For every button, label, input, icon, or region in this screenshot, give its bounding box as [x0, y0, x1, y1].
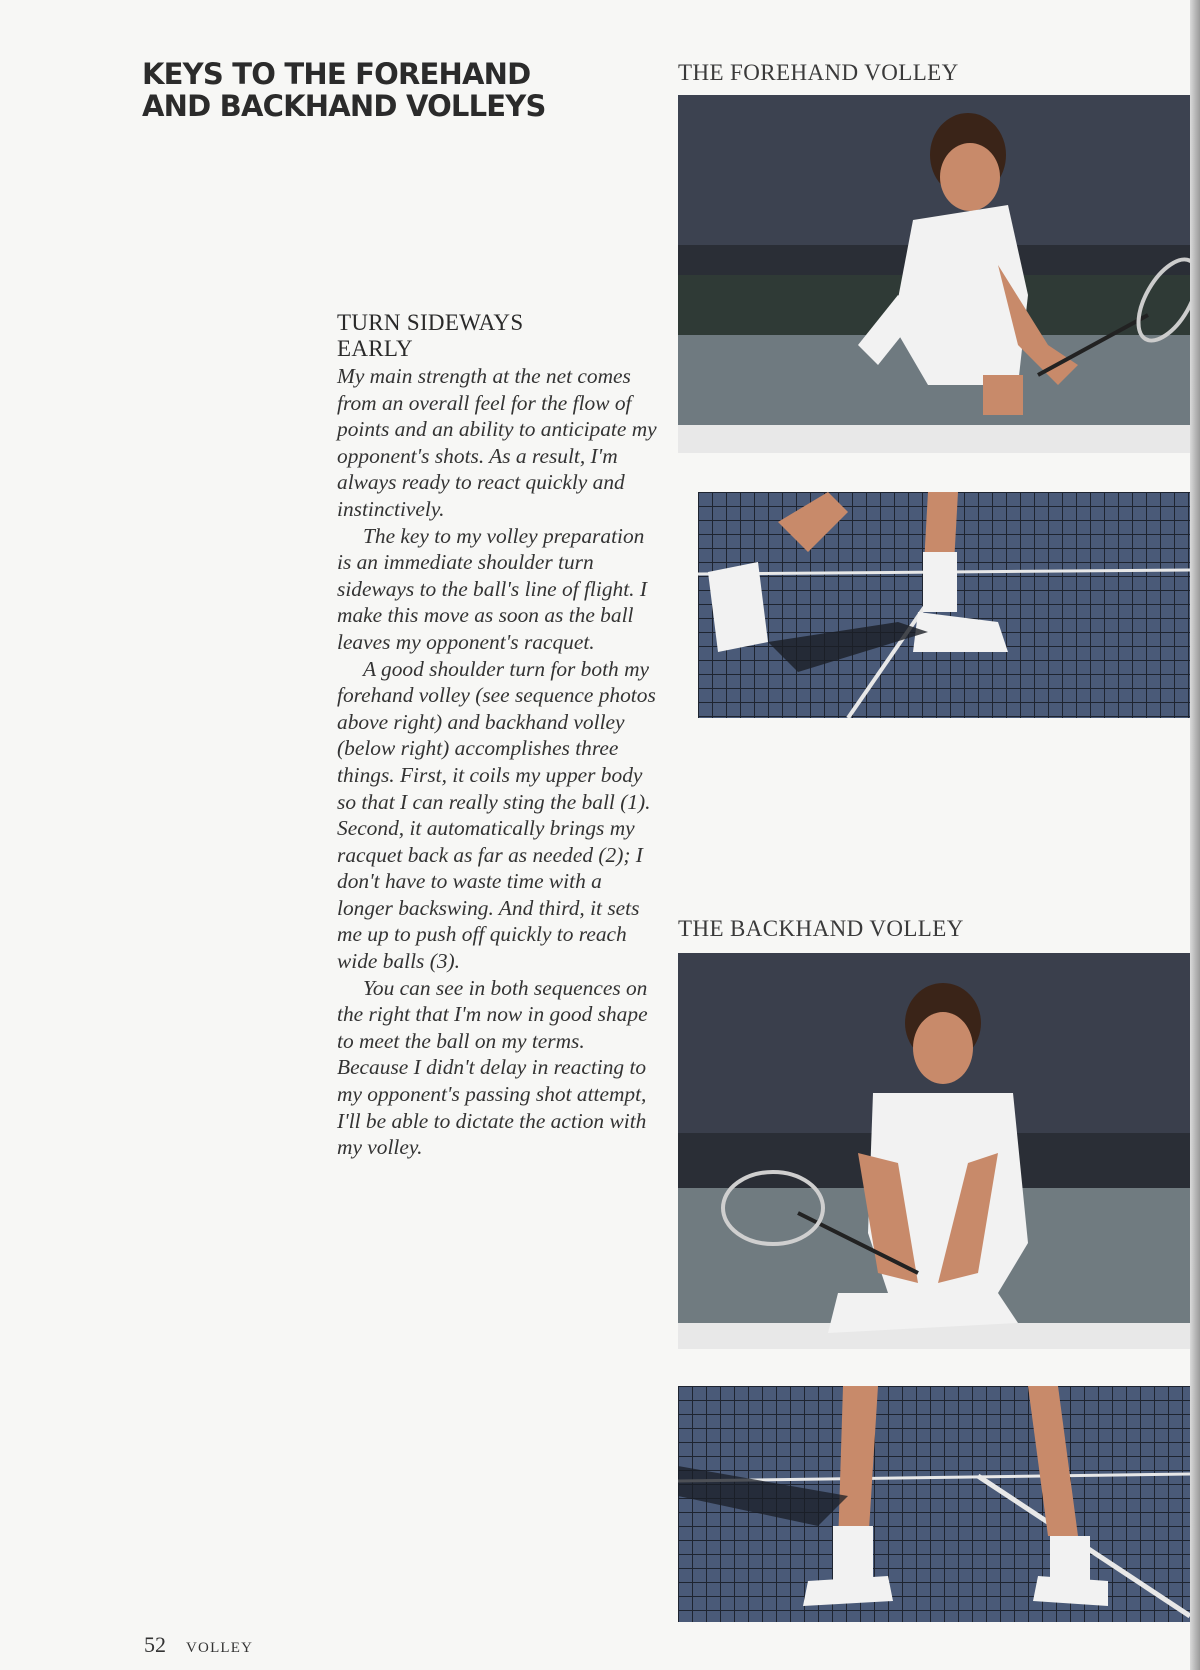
subhead-line-1: TURN SIDEWAYS — [337, 310, 524, 335]
subhead — [337, 310, 637, 362]
backhand-photo-bottom — [678, 1386, 1190, 1622]
backhand-photo-top — [678, 953, 1190, 1349]
headline-line-2: AND BACKHAND VOLLEYS — [142, 89, 546, 123]
headline-line-1: KEYS TO THE FOREHAND — [142, 57, 531, 91]
subhead-line-2: EARLY — [337, 336, 413, 361]
paragraph-3: A good shoulder turn for both my forehand volley (see sequence photos above right) and backhand volley (below right) accomplishes three things. First, it coils my upper body so that I can really sting the ball (1). Second, it automatically brings my racquet back as far as needed (2); I don't have to waste time with a longer backswing. And third, it sets me up to push off quickly to reach wide balls (3). — [337, 656, 656, 974]
paragraph-2: The key to my volley preparation is an immediate shoulder turn sideways to the ball's line of flight. I make this move as soon as the ball leaves my opponent's racquet. — [337, 523, 647, 654]
section-name: VOLLEY — [186, 1640, 254, 1656]
paragraph-4: You can see in both sequences on the right that I'm now in good shape to meet the ball on my terms. Because I didn't delay in reacting to my opponent's passing shot attempt, I'll be able to dictate the action with my volley. — [337, 975, 648, 1160]
forehand-volley-label: THE FOREHAND VOLLEY — [678, 60, 959, 85]
page-footer — [144, 1632, 253, 1658]
forehand-photo-top — [678, 95, 1190, 453]
paragraph-1: My main strength at the net comes from an overall feel for the flow of points and an ability to anticipate my opponent's shots. As a result, I'm always ready to react quickly and instinctively. — [337, 364, 657, 521]
forehand-photo-bottom — [698, 492, 1190, 718]
page-number: 52 — [144, 1632, 166, 1657]
backhand-volley-label: THE BACKHAND VOLLEY — [678, 916, 964, 941]
body-text — [337, 363, 657, 1161]
page-edge — [1190, 0, 1200, 1670]
headline — [142, 58, 582, 122]
